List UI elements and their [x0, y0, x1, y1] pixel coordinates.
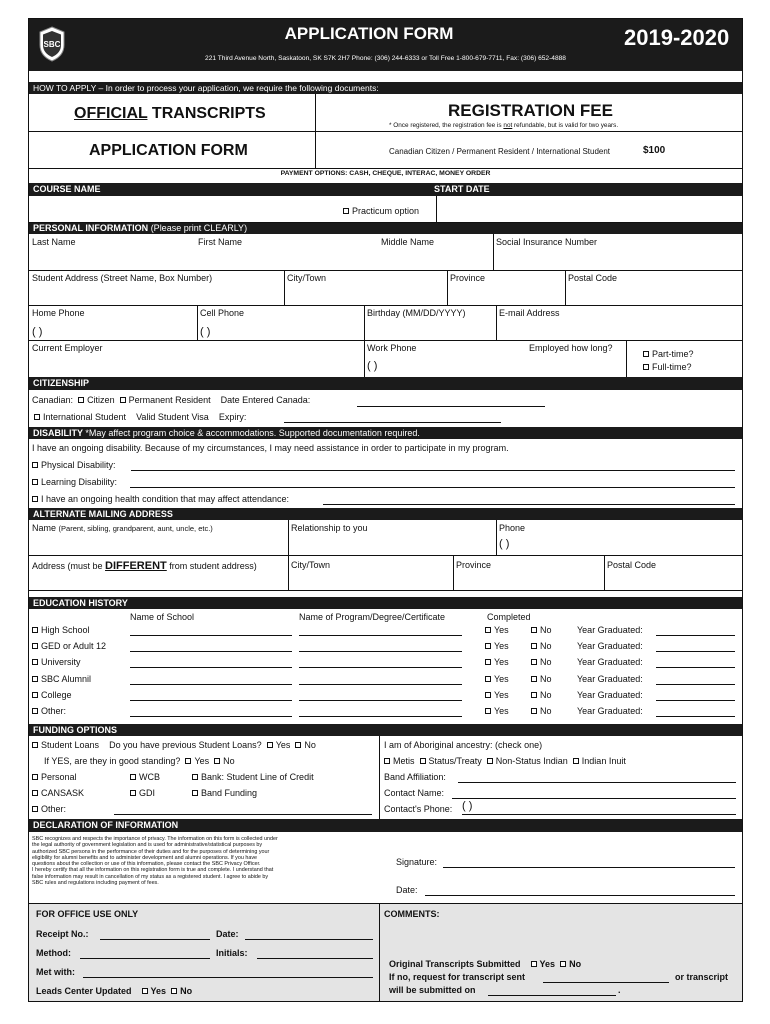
program-name-line[interactable]: [299, 635, 462, 636]
year-graduated-line[interactable]: [656, 635, 735, 636]
middle-name-field[interactable]: Middle Name: [381, 237, 435, 247]
registration-fee-note: * Once registered, the registration fee is not refundable, but is valid for two years.: [389, 122, 619, 129]
year-graduated-label: Year Graduated:: [577, 641, 643, 652]
wcb-option[interactable]: WCB: [130, 772, 160, 782]
home-phone-field[interactable]: Home Phone: [32, 308, 85, 318]
visa-expiry-line[interactable]: [284, 422, 501, 423]
alternate-mailing-bar: ALTERNATE MAILING ADDRESS: [29, 508, 742, 520]
date-entered-line[interactable]: [357, 406, 545, 407]
year-graduated-label: Year Graduated:: [577, 657, 643, 668]
school-name-line[interactable]: [130, 651, 292, 652]
completed-yes-option[interactable]: Yes: [485, 674, 509, 684]
non-status-checkbox[interactable]: [487, 758, 493, 764]
form-title: APPLICATION FORM: [284, 24, 454, 43]
cansask-option[interactable]: CANSASK: [32, 788, 84, 798]
submitted-on-line[interactable]: [488, 995, 616, 996]
international-student-checkbox[interactable]: [34, 414, 40, 420]
learning-disability-line[interactable]: [130, 487, 735, 488]
completed-yes-checkbox[interactable]: [485, 659, 491, 665]
declaration-line: questions about the collection or use of this information, please contact the SBC Privacy Officer.: [32, 861, 261, 868]
fee-description: Canadian Citizen / Permanent Resident / International Student: [389, 147, 611, 156]
initials-line[interactable]: [257, 958, 373, 959]
program-name-line[interactable]: [299, 684, 462, 685]
disability-statement: I have an ongoing disability. Because of my circumstances, I may need assistance in order to participate in my program.: [32, 443, 509, 453]
leads-yes-checkbox[interactable]: [142, 988, 148, 994]
declaration-line: false information may result in cancellation of my status as a registered student. I agree to abide by: [32, 873, 269, 880]
office-title: FOR OFFICE USE ONLY: [36, 909, 139, 919]
part-time-option[interactable]: Part-time?: [643, 349, 694, 359]
completed-yes-checkbox[interactable]: [485, 676, 491, 682]
completed-no-checkbox[interactable]: [531, 692, 537, 698]
gdi-checkbox[interactable]: [130, 790, 136, 796]
col-completed-header: Completed: [487, 612, 531, 622]
employed-how-long-field[interactable]: Employed how long?: [529, 343, 613, 353]
alt-address-field[interactable]: Address (must be DIFFERENT from student address): [32, 560, 257, 572]
payment-options: PAYMENT OPTIONS: CASH, CHEQUE, INTERAC, MONEY ORDER: [280, 170, 491, 177]
declaration-line: SBC recognizes and respects the importance of privacy. The information on this form is collected under: [32, 836, 278, 842]
registration-fee-title: REGISTRATION FEE: [448, 101, 613, 120]
contact-name-label: Contact Name:: [384, 788, 445, 798]
gdi-option[interactable]: GDI: [130, 788, 155, 798]
application-form-label: APPLICATION FORM: [89, 142, 248, 159]
education-history-bar: EDUCATION HISTORY: [29, 597, 742, 609]
education-type-checkbox[interactable]: [32, 627, 38, 633]
year-graduated-label: Year Graduated:: [577, 706, 643, 716]
how-to-apply-bar: HOW TO APPLY – In order to process your application, we require the following documents:: [29, 82, 742, 94]
personal-funding-option[interactable]: Personal: [32, 772, 77, 782]
cell-phone-paren: ( ): [200, 326, 211, 338]
submitted-period: .: [618, 985, 621, 995]
declaration-line: eligibility for alumni benefits and to administer development and alumni operations. If you have: [32, 854, 258, 861]
practicum-option[interactable]: Practicum option: [343, 206, 419, 216]
bank-option[interactable]: Bank: Student Line of Credit: [192, 772, 314, 782]
completed-no-checkbox[interactable]: [531, 676, 537, 682]
health-condition-option[interactable]: I have an ongoing health condition that may affect attendance:: [32, 494, 289, 504]
personal-info-bar: PERSONAL INFORMATION (Please print CLEARLY): [29, 223, 742, 234]
or-transcript-label: or transcript: [675, 972, 729, 982]
other-funding-option[interactable]: Other:: [32, 804, 66, 814]
education-type-checkbox[interactable]: [32, 659, 38, 665]
declaration-line: I hereby certify that all the information on this registration form is true and complete. I understand that: [32, 867, 274, 874]
alt-province-field[interactable]: Province: [456, 560, 492, 570]
citizenship-row-2: International Student Valid Student Visa Expiry:: [34, 412, 246, 422]
prev-loans-no-checkbox[interactable]: [295, 742, 301, 748]
city-field[interactable]: City/Town: [287, 273, 327, 283]
education-type-option[interactable]: College: [32, 690, 72, 700]
cell-phone-field[interactable]: Cell Phone: [200, 308, 245, 318]
completed-yes-checkbox[interactable]: [485, 627, 491, 633]
citizen-checkbox[interactable]: [78, 397, 84, 403]
work-phone-paren: ( ): [367, 360, 378, 372]
program-name-line[interactable]: [299, 700, 462, 701]
funding-row-2: If YES, are they in good standing? Yes No: [44, 756, 235, 766]
year-graduated-line[interactable]: [656, 684, 735, 685]
declaration-line: authorized SBC persons in the performance of their duties and for the purposes of determining your: [32, 848, 270, 855]
learning-disability-checkbox[interactable]: [32, 479, 38, 485]
declaration-date-line[interactable]: [425, 895, 735, 896]
year-graduated-label: Year Graduated:: [577, 673, 643, 684]
school-name-line[interactable]: [130, 667, 292, 668]
year-graduated-label: Year Graduated:: [577, 689, 643, 700]
sin-field[interactable]: Social Insurance Number: [496, 237, 598, 247]
permanent-resident-checkbox[interactable]: [120, 397, 126, 403]
part-time-checkbox[interactable]: [643, 351, 649, 357]
completed-yes-option[interactable]: Yes: [485, 641, 509, 651]
metis-checkbox[interactable]: [384, 758, 390, 764]
course-name-bar: COURSE NAME START DATE: [29, 183, 742, 196]
completed-no-option[interactable]: No: [531, 625, 552, 635]
declaration-text: [32, 836, 382, 886]
col-school-header: Name of School: [130, 612, 195, 622]
home-phone-paren: ( ): [32, 326, 43, 338]
contact-name-line[interactable]: [452, 798, 736, 799]
funding-row-1: Student Loans Do you have previous Student Loans? Yes No: [32, 740, 316, 750]
education-type-checkbox[interactable]: [32, 692, 38, 698]
education-type-checkbox[interactable]: [32, 708, 38, 714]
met-with-line[interactable]: [83, 977, 373, 978]
other-funding-checkbox[interactable]: [32, 806, 38, 812]
school-name-line[interactable]: [130, 716, 292, 717]
method-label: Method:: [36, 948, 71, 958]
completed-yes-option[interactable]: Yes: [485, 706, 509, 716]
province-field[interactable]: Province: [450, 273, 486, 283]
citizenship-row-1: Canadian: Citizen Permanent Resident Date Entered Canada:: [32, 395, 311, 405]
full-time-checkbox[interactable]: [643, 364, 649, 370]
method-line[interactable]: [80, 958, 210, 959]
physical-disability-option[interactable]: Physical Disability:: [32, 460, 116, 470]
completed-yes-option[interactable]: Yes: [485, 690, 509, 700]
school-name-line[interactable]: [130, 684, 292, 685]
alt-name-field[interactable]: Name (Parent, sibling, grandparent, aunt, uncle, etc.): [32, 523, 213, 533]
alt-postal-field[interactable]: Postal Code: [607, 560, 657, 570]
contact-phone-paren: ( ): [462, 800, 473, 812]
orig-transcripts-no-checkbox[interactable]: [560, 961, 566, 967]
completed-no-checkbox[interactable]: [531, 643, 537, 649]
official-transcripts-label: OFFICIAL TRANSCRIPTS: [74, 105, 266, 122]
orig-transcripts-row: Original Transcripts Submitted Yes No: [389, 959, 582, 969]
band-funding-option[interactable]: Band Funding: [192, 788, 257, 798]
year-graduated-label: Year Graduated:: [577, 625, 643, 635]
education-type-option[interactable]: Other:: [32, 706, 66, 716]
physical-disability-line[interactable]: [131, 470, 735, 471]
will-be-submitted-label: will be submitted on: [389, 985, 476, 995]
band-funding-checkbox[interactable]: [192, 790, 198, 796]
completed-no-option[interactable]: No: [531, 690, 552, 700]
school-address: 221 Third Avenue North, Saskatoon, SK S7K 2H7 Phone: (306) 244-6333 or Toll Free 1-800-679-7711, Fax: (306) 652-4888: [205, 55, 566, 62]
form-year: 2019-2020: [624, 25, 730, 50]
contact-phone-label: Contact's Phone:: [384, 804, 453, 814]
signature-label: Signature:: [396, 857, 438, 867]
program-name-line[interactable]: [299, 716, 462, 717]
aboriginal-question: I am of Aboriginal ancestry: (check one): [384, 740, 543, 750]
logo-text: SBC: [43, 40, 61, 49]
full-time-option[interactable]: Full-time?: [643, 362, 692, 372]
email-field[interactable]: E-mail Address: [499, 308, 560, 318]
education-type-checkbox[interactable]: [32, 676, 38, 682]
prev-loans-yes-checkbox[interactable]: [267, 742, 273, 748]
year-graduated-line[interactable]: [656, 700, 735, 701]
declaration-line: SBC rules and regulations including payment of fees.: [32, 880, 159, 887]
fee-amount: $100: [643, 145, 666, 156]
birthday-field[interactable]: Birthday (MM/DD/YYYY): [367, 308, 466, 318]
year-graduated-line[interactable]: [656, 716, 735, 717]
education-type-option[interactable]: SBC Alumnil: [32, 674, 91, 684]
alt-phone-field[interactable]: Phone: [499, 523, 526, 533]
completed-no-checkbox[interactable]: [531, 708, 537, 714]
completed-yes-checkbox[interactable]: [485, 643, 491, 649]
office-date-line[interactable]: [245, 939, 373, 940]
completed-no-option[interactable]: No: [531, 657, 552, 667]
practicum-checkbox[interactable]: [343, 208, 349, 214]
last-name-field[interactable]: Last Name: [32, 237, 76, 247]
education-type-option[interactable]: University: [32, 657, 81, 667]
receipt-label: Receipt No.:: [36, 929, 89, 939]
initials-label: Initials:: [216, 948, 248, 958]
education-type-option[interactable]: High School: [32, 625, 90, 635]
status-treaty-checkbox[interactable]: [420, 758, 426, 764]
application-form: [28, 18, 743, 1002]
student-loans-checkbox[interactable]: [32, 742, 38, 748]
school-name-line[interactable]: [130, 635, 292, 636]
work-phone-field[interactable]: Work Phone: [367, 343, 417, 353]
program-name-line[interactable]: [299, 651, 462, 652]
alt-relationship-field[interactable]: Relationship to you: [291, 523, 368, 533]
school-name-line[interactable]: [130, 700, 292, 701]
program-name-line[interactable]: [299, 667, 462, 668]
band-affiliation-line[interactable]: [458, 782, 736, 783]
year-graduated-line[interactable]: [656, 667, 735, 668]
employer-field[interactable]: Current Employer: [32, 343, 103, 353]
personal-checkbox[interactable]: [32, 774, 38, 780]
orig-transcripts-yes-checkbox[interactable]: [531, 961, 537, 967]
education-type-option[interactable]: GED or Adult 12: [32, 641, 106, 651]
contact-phone-line[interactable]: [462, 814, 736, 815]
leads-updated-row: Leads Center Updated Yes No: [36, 986, 193, 996]
wcb-checkbox[interactable]: [130, 774, 136, 780]
alt-phone-paren: ( ): [499, 538, 510, 550]
completed-yes-option[interactable]: Yes: [485, 657, 509, 667]
declaration-bar: DECLARATION OF INFORMATION: [29, 819, 742, 832]
other-funding-line[interactable]: [114, 814, 372, 815]
col-program-header: Name of Program/Degree/Certificate: [299, 612, 446, 622]
health-condition-checkbox[interactable]: [32, 496, 38, 502]
disability-bar: DISABILITY *May affect program choice & accommodations. Supported documentation required.: [29, 427, 742, 439]
band-affiliation-label: Band Affiliation:: [384, 772, 446, 782]
physical-disability-checkbox[interactable]: [32, 462, 38, 468]
funding-options-bar: FUNDING OPTIONS: [29, 724, 742, 736]
learning-disability-option[interactable]: Learning Disability:: [32, 477, 117, 487]
leads-no-checkbox[interactable]: [171, 988, 177, 994]
year-graduated-line[interactable]: [656, 651, 735, 652]
declaration-date-label: Date:: [396, 885, 418, 895]
citizenship-bar: CITIZENSHIP: [29, 377, 742, 390]
alt-city-field[interactable]: City/Town: [291, 560, 331, 570]
good-standing-yes-checkbox[interactable]: [185, 758, 191, 764]
first-name-field[interactable]: First Name: [198, 237, 243, 247]
bank-checkbox[interactable]: [192, 774, 198, 780]
completed-yes-option[interactable]: Yes: [485, 625, 509, 635]
if-no-label: If no, request for transcript sent: [389, 972, 526, 982]
office-date-label: Date:: [216, 929, 239, 939]
signature-line[interactable]: [443, 867, 735, 868]
good-standing-no-checkbox[interactable]: [214, 758, 220, 764]
comments-label: COMMENTS:: [384, 909, 440, 919]
cansask-checkbox[interactable]: [32, 790, 38, 796]
aboriginal-options: Metis Status/Treaty Non-Status Indian Indian Inuit: [384, 756, 626, 766]
met-with-label: Met with:: [36, 967, 75, 977]
completed-no-option[interactable]: No: [531, 641, 552, 651]
completed-no-option[interactable]: No: [531, 706, 552, 716]
postal-code-field[interactable]: Postal Code: [568, 273, 618, 283]
start-date-label: START DATE: [434, 184, 490, 194]
health-condition-line[interactable]: [323, 504, 735, 505]
completed-no-option[interactable]: No: [531, 674, 552, 684]
completed-yes-checkbox[interactable]: [485, 692, 491, 698]
completed-no-checkbox[interactable]: [531, 627, 537, 633]
completed-no-checkbox[interactable]: [531, 659, 537, 665]
inuit-checkbox[interactable]: [573, 758, 579, 764]
completed-yes-checkbox[interactable]: [485, 708, 491, 714]
receipt-line[interactable]: [100, 939, 210, 940]
education-type-checkbox[interactable]: [32, 643, 38, 649]
declaration-line: the legal authority of government legislation and is used for administrative/statistical purposes by: [32, 842, 263, 849]
student-address-field[interactable]: Student Address (Street Name, Box Number): [32, 273, 213, 283]
request-sent-line[interactable]: [543, 982, 669, 983]
